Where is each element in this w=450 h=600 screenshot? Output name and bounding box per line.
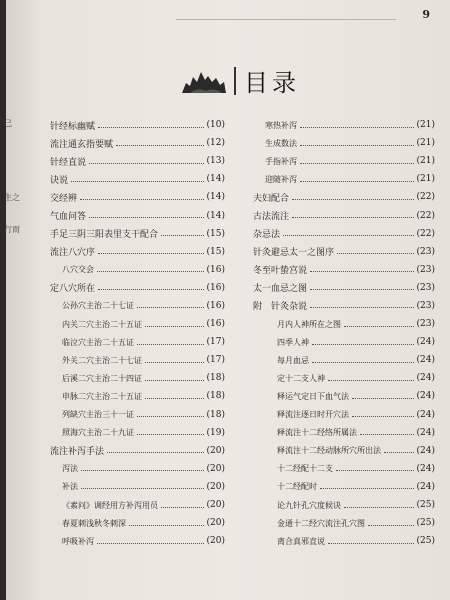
toc-entry[interactable] [253,188,435,206]
toc-entry-page: (18) [206,409,225,420]
toc-entry-title: 古法流注 [253,212,290,223]
toc-entry[interactable] [253,369,435,387]
toc-dot-leader [344,326,414,327]
toc-entry[interactable] [253,116,435,134]
header-rule [176,19,396,20]
toc-entry-page: (15) [206,246,225,257]
toc-entry-page: (16) [206,319,225,330]
toc-entry-page: (23) [416,246,435,257]
toc-dot-leader [80,199,204,200]
toc-dot-leader [292,217,414,218]
toc-entry-page: (20) [206,463,225,474]
toc-entry-page: (20) [206,481,225,492]
toc-entry-title: 《素问》调经用方补泻用员 [62,500,158,510]
book-page [6,0,450,600]
toc-dot-leader [97,271,204,272]
toc-entry-page: (24) [416,337,435,348]
toc-entry-page: (12) [206,138,225,149]
toc-dot-leader [81,488,204,489]
toc-entry[interactable] [253,478,435,496]
toc-entry-title: 呼吸补泻 [62,536,94,546]
toc-entry[interactable] [50,369,225,387]
toc-dot-leader [310,307,414,308]
toc-entry-title: 针经标幽赋 [50,121,96,132]
toc-entry[interactable] [50,116,225,134]
toc-entry-title: 定十二支人神 [277,373,325,383]
toc-entry-page: (24) [416,355,435,366]
toc-entry-title: 十二经配十二支 [277,464,333,474]
toc-entry-page: (20) [206,445,225,456]
toc-entry[interactable] [50,514,225,532]
page-number: 9 [422,8,430,21]
toc-entry[interactable] [50,134,225,152]
toc-entry-page: (24) [416,445,435,456]
toc-entry-title: 泻法 [62,464,78,474]
toc-entry-title: 释运气定日下血气法 [277,391,349,401]
toc-dot-leader [336,470,414,471]
toc-dot-leader [320,488,414,489]
toc-entry-title: 迎随补泻 [265,174,297,184]
page-title: 目录 [244,69,300,97]
toc-entry-title: 冬至叶蛰宫说 [253,266,308,277]
toc-entry[interactable] [50,315,225,333]
toc-entry-title: 定八穴所在 [50,284,96,295]
toc-entry-page: (19) [206,427,225,438]
toc-entry-title: 列缺穴主治三十一证 [62,410,134,420]
toc-entry-title: 生成数法 [265,138,297,148]
toc-entry-page: (17) [206,355,225,366]
toc-dot-leader [360,434,414,435]
toc-entry-title: 临泣穴主治二十五证 [62,337,134,347]
toc-entry[interactable] [253,496,435,514]
toc-entry-title: 针灸避忌太一之图序 [253,248,335,259]
toc-dot-leader [283,235,414,236]
toc-entry-page: (17) [206,337,225,348]
toc-entry[interactable] [50,333,225,351]
toc-entry-title: 公孙穴主治二十七证 [62,301,134,311]
toc-entry-title: 外关二穴主治二十七证 [62,355,142,365]
toc-entry-title: 手足三阴三阳表里支干配合 [50,230,159,241]
toc-dot-leader [145,362,204,363]
toc-dot-leader [368,525,414,526]
toc-dot-leader [328,543,414,544]
toc-entry-page: (24) [416,391,435,402]
toc-entry-page: (21) [416,120,435,131]
toc-dot-leader [107,452,204,453]
toc-entry-page: (10) [206,120,225,131]
toc-dot-leader [89,217,204,218]
toc-entry[interactable] [50,297,225,315]
toc-dot-leader [145,398,204,399]
title-block [180,63,300,98]
toc-entry-page: (14) [206,174,225,185]
toc-entry-title: 十二经配时 [277,482,317,492]
toc-entry[interactable] [50,188,225,206]
toc-dot-leader [300,181,414,182]
toc-entry[interactable] [50,532,225,550]
toc-entry[interactable] [253,225,435,243]
toc-entry[interactable] [253,424,435,442]
toc-entry-title: 附 针灸杂说 [253,302,308,313]
toc-entry-title: 金通十二经穴流注孔穴图 [277,518,365,528]
toc-dot-leader [300,127,414,128]
toc-entry-page: (16) [206,300,225,311]
toc-dot-leader [137,434,204,435]
toc-entry-title: 流注通玄指要赋 [50,139,114,150]
toc-entry-page: (24) [416,409,435,420]
toc-entry-page: (14) [206,192,225,203]
toc-entry[interactable] [50,170,225,188]
toc-entry-title: 后溪二穴主治二十四证 [62,373,142,383]
toc-entry-page: (23) [416,282,435,293]
toc-entry[interactable] [253,460,435,478]
toc-entry[interactable] [253,532,435,550]
toc-entry-page: (24) [416,481,435,492]
toc-entry-title: 八穴交会 [62,265,94,275]
toc-dot-leader [352,398,414,399]
toc-dot-leader [161,507,204,508]
toc-entry-title: 针经直说 [50,157,87,168]
toc-entry[interactable] [50,496,225,514]
toc-entry-title: 月内人神所在之图 [277,319,341,329]
toc-dot-leader [312,344,414,345]
toc-entry-title: 气血问答 [50,212,87,223]
toc-dot-leader [292,199,414,200]
toc-entry-title: 春夏刺浅秋冬刺深 [62,518,126,528]
toc-entry-page: (20) [206,500,225,511]
toc-entry-page: (23) [416,264,435,275]
toc-entry-page: (25) [416,536,435,547]
toc-entry-title: 太一血忌之图 [253,284,308,295]
toc-dot-leader [310,271,414,272]
toc-dot-leader [97,543,204,544]
toc-dot-leader [300,163,414,164]
toc-dot-leader [89,163,204,164]
toc-entry-page: (16) [206,264,225,275]
toc-entry[interactable] [253,243,435,261]
toc-dot-leader [137,307,204,308]
toc-dot-leader [384,452,414,453]
toc-entry-title: 四季人神 [277,337,309,347]
toc-entry[interactable] [253,261,435,279]
toc-entry[interactable] [253,134,435,152]
toc-entry-page: (20) [206,536,225,547]
margin-text-fragment: 己 [4,119,12,128]
toc-dot-leader [145,326,204,327]
toc-dot-leader [98,289,204,290]
toc-entry-title: 释流注十二经络所属法 [277,428,357,438]
toc-dot-leader [81,470,204,471]
toc-dot-leader [98,127,204,128]
toc-entry-title: 寒热补泻 [265,120,297,130]
toc-entry-page: (25) [416,518,435,529]
toc-entry-title: 杂忌法 [253,230,281,241]
margin-text-fragment: 生之 [4,193,20,202]
toc-entry-page: (25) [416,500,435,511]
toc-entry[interactable] [253,315,435,333]
toc-dot-leader [300,145,414,146]
toc-entry[interactable] [50,152,225,170]
toc-entry[interactable] [50,243,225,261]
toc-entry[interactable] [253,279,435,297]
toc-entry-title: 释流注逐日时开穴法 [277,410,349,420]
toc-dot-leader [328,380,414,381]
toc-entry-title: 内关二穴主治二十五证 [62,319,142,329]
toc-entry[interactable] [253,406,435,424]
toc-entry[interactable] [253,351,435,369]
toc-dot-leader [310,289,414,290]
toc-entry[interactable] [50,225,225,243]
toc-entry[interactable] [253,152,435,170]
toc-dot-leader [116,145,204,146]
toc-dot-leader [98,253,204,254]
toc-entry-page: (18) [206,373,225,384]
toc-entry-title: 申脉二穴主治二十五证 [62,391,142,401]
toc-entry-title: 流注八穴序 [50,248,96,259]
toc-entry-title: 诀说 [50,175,69,186]
toc-entry[interactable] [50,424,225,442]
toc-entry-page: (24) [416,463,435,474]
ornament-icon [180,67,228,95]
toc-entry[interactable] [50,460,225,478]
toc-entry[interactable] [50,442,225,460]
toc-entry[interactable] [253,170,435,188]
toc-entry-page: (23) [416,300,435,311]
toc-entry-title: 照海穴主治二十九证 [62,428,134,438]
toc-entry-title: 交经辨 [50,193,78,204]
toc-entry[interactable] [253,514,435,532]
toc-entry[interactable] [50,478,225,496]
toc-dot-leader [344,507,414,508]
toc-entry[interactable] [50,206,225,224]
toc-entry-title: 每月血忌 [277,355,309,365]
toc-entry[interactable] [50,351,225,369]
toc-right-column [253,116,435,550]
toc-dot-leader [312,362,414,363]
toc-entry-page: (21) [416,174,435,185]
toc-entry[interactable] [253,387,435,405]
toc-entry-title: 离合真邪直说 [277,536,325,546]
margin-text-fragment: 行而 [4,225,20,234]
toc-entry-title: 流注补泻手法 [50,447,105,458]
toc-entry-page: (14) [206,210,225,221]
toc-dot-leader [137,344,204,345]
toc-entry-page: (22) [416,210,435,221]
toc-entry-title: 夫妇配合 [253,193,290,204]
title-divider [234,67,236,95]
toc-entry[interactable] [253,206,435,224]
toc-dot-leader [129,525,204,526]
toc-entry-page: (21) [416,156,435,167]
toc-entry[interactable] [253,442,435,460]
toc-entry-title: 释流注十二经动脉所穴所出法 [277,446,381,456]
toc-entry-page: (21) [416,138,435,149]
toc-entry-title: 手指补泻 [265,156,297,166]
toc-entry-page: (23) [416,319,435,330]
toc-entry-page: (15) [206,228,225,239]
toc-dot-leader [337,253,414,254]
toc-entry[interactable] [50,387,225,405]
toc-dot-leader [137,416,204,417]
toc-entry-title: 补法 [62,482,78,492]
toc-entry-page: (22) [416,192,435,203]
toc-dot-leader [145,380,204,381]
toc-entry-page: (22) [416,228,435,239]
toc-dot-leader [71,181,204,182]
toc-entry-title: 论九针孔穴度候诀 [277,500,341,510]
toc-entry[interactable] [50,406,225,424]
toc-entry-page: (18) [206,391,225,402]
toc-left-column [50,116,225,550]
toc-entry-page: (16) [206,282,225,293]
toc-dot-leader [352,416,414,417]
toc-entry[interactable] [50,279,225,297]
toc-entry[interactable] [253,333,435,351]
toc-entry[interactable] [253,297,435,315]
toc-entry-page: (24) [416,427,435,438]
toc-entry-page: (20) [206,518,225,529]
toc-entry[interactable] [50,261,225,279]
toc-entry-page: (13) [206,156,225,167]
toc-entry-page: (24) [416,373,435,384]
toc-dot-leader [161,235,204,236]
